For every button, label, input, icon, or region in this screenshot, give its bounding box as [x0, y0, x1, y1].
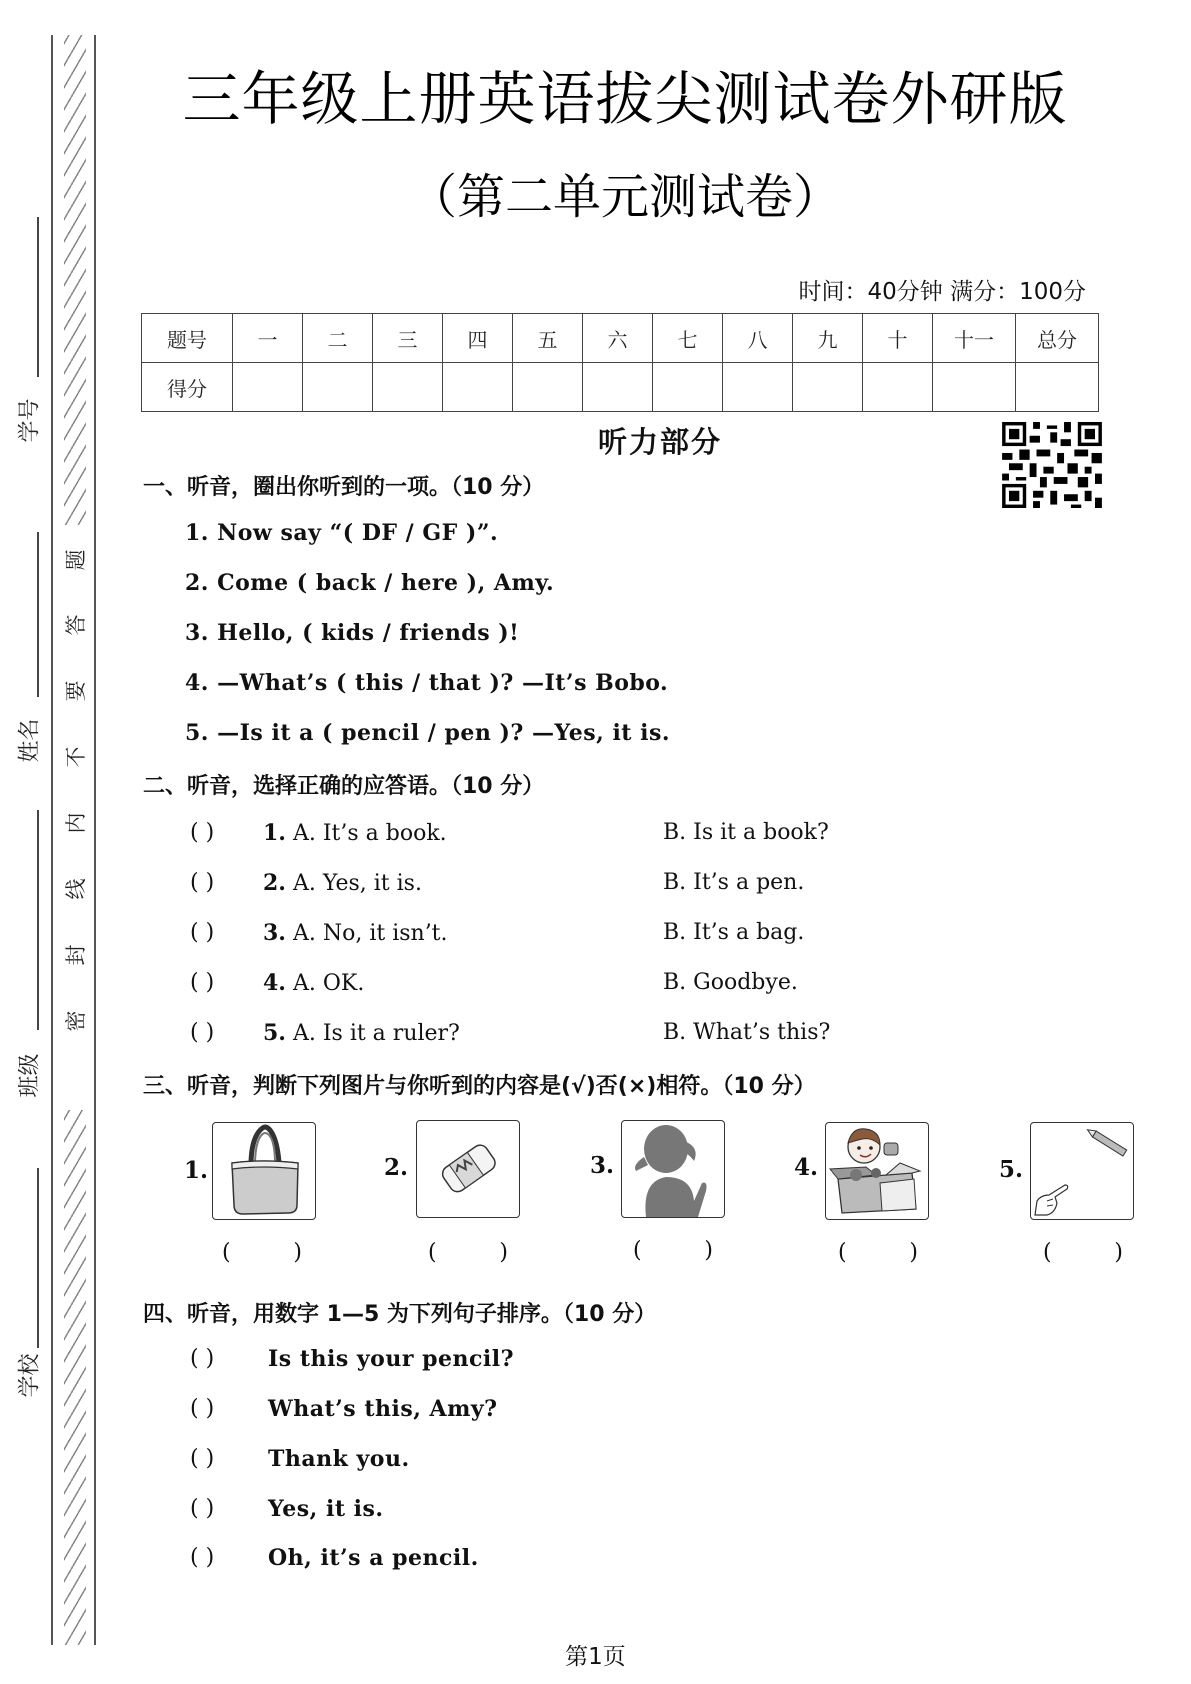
- qr-code-icon[interactable]: [1002, 422, 1102, 508]
- picture-number: 4.: [794, 1154, 819, 1181]
- option-a: A. Is it a ruler?: [292, 1021, 460, 1046]
- school-field[interactable]: [37, 1168, 39, 1348]
- row-header: 题号: [142, 314, 233, 363]
- score-cell[interactable]: [443, 363, 513, 412]
- score-cell[interactable]: [513, 363, 583, 412]
- picture-3: [621, 1120, 725, 1218]
- page-number: 第1页: [565, 1644, 626, 1670]
- answer-blank[interactable]: ( ): [838, 1240, 918, 1265]
- column-header: 十: [863, 314, 933, 363]
- seal-char: 线: [64, 878, 88, 900]
- option-b: B. What’s this?: [663, 1020, 831, 1045]
- answer-blank[interactable]: ( ): [190, 1346, 215, 1371]
- seal-char: 封: [64, 944, 88, 966]
- answer-blank[interactable]: ( ): [190, 1020, 215, 1045]
- answer-blank[interactable]: ( ): [633, 1238, 713, 1263]
- section-1-heading: 一、听音，圈出你听到的一项。（10 分）: [143, 475, 545, 500]
- column-header: 五: [513, 314, 583, 363]
- question-number: 3.: [263, 920, 286, 946]
- answer-blank[interactable]: ( ): [1043, 1240, 1123, 1265]
- seal-char: 内: [64, 812, 88, 834]
- picture-4: [825, 1122, 929, 1220]
- column-header: 四: [443, 314, 513, 363]
- option-b: B. It’s a bag.: [663, 920, 805, 945]
- sentence-text: Oh, it’s a pencil.: [268, 1545, 479, 1571]
- seal-char: 答: [64, 614, 88, 636]
- hatch-pattern-bottom: [64, 1110, 86, 1645]
- score-cell[interactable]: [233, 363, 303, 412]
- score-cell[interactable]: [933, 363, 1016, 412]
- column-header: 六: [583, 314, 653, 363]
- part-title: 听力部分: [597, 425, 722, 459]
- question-1-5: 5. —Is it a ( pencil / pen )? —Yes, it is.: [185, 720, 671, 746]
- question-1-3: 3. Hello, ( kids / friends )!: [185, 620, 520, 646]
- answer-blank[interactable]: ( ): [190, 920, 215, 945]
- section-2-heading: 二、听音，选择正确的应答语。（10 分）: [143, 774, 545, 799]
- option-a: A. OK.: [292, 971, 365, 996]
- column-header: 总分: [1016, 314, 1099, 363]
- margin-line-left: [51, 35, 53, 1645]
- score-cell[interactable]: [303, 363, 373, 412]
- answer-blank[interactable]: ( ): [222, 1240, 302, 1265]
- answer-blank[interactable]: ( ): [428, 1240, 508, 1265]
- seal-char: 题: [64, 549, 88, 571]
- sentence-text: What’s this, Amy?: [268, 1396, 498, 1422]
- picture-number: 5.: [999, 1156, 1024, 1183]
- question-1-2: 2. Come ( back / here ), Amy.: [185, 570, 555, 596]
- sentence-text: Is this your pencil?: [268, 1346, 514, 1372]
- score-cell[interactable]: [583, 363, 653, 412]
- column-header: 三: [373, 314, 443, 363]
- column-header: 十一: [933, 314, 1016, 363]
- answer-blank[interactable]: ( ): [190, 870, 215, 895]
- question-1-4: 4. —What’s ( this / that )? —It’s Bobo.: [185, 670, 669, 696]
- score-cell[interactable]: [1016, 363, 1099, 412]
- student-id-field[interactable]: [37, 217, 39, 377]
- answer-blank[interactable]: ( ): [190, 1446, 215, 1471]
- page-subtitle: （第二单元测试卷）: [408, 169, 841, 225]
- answer-blank[interactable]: ( ): [190, 1396, 215, 1421]
- sentence-text: Thank you.: [268, 1446, 410, 1472]
- binding-margin: [0, 0, 110, 1684]
- picture-2: [416, 1120, 520, 1218]
- question-number: 5.: [263, 1020, 286, 1046]
- option-b: B. Is it a book?: [663, 820, 829, 845]
- option-a: A. It’s a book.: [292, 821, 447, 846]
- student-id-label: 学号: [17, 398, 43, 443]
- answer-blank[interactable]: ( ): [190, 820, 215, 845]
- option-a: A. Yes, it is.: [292, 871, 422, 896]
- score-cell[interactable]: [723, 363, 793, 412]
- score-table-header-row: [142, 314, 1099, 363]
- answer-blank[interactable]: ( ): [190, 970, 215, 995]
- row-header: 得分: [142, 363, 233, 412]
- score-cell[interactable]: [793, 363, 863, 412]
- section-3-heading: 三、听音，判断下列图片与你听到的内容是(√)否(×)相符。（10 分）: [143, 1074, 816, 1099]
- column-header: 二: [303, 314, 373, 363]
- class-label: 班级: [17, 1053, 43, 1098]
- option-b: B. It’s a pen.: [663, 870, 805, 895]
- exam-meta: 时间：40分钟 满分：100分: [798, 279, 1086, 305]
- eraser-icon: [417, 1121, 519, 1217]
- name-field[interactable]: [37, 532, 39, 697]
- answer-blank[interactable]: ( ): [190, 1496, 215, 1521]
- margin-line-right: [94, 35, 96, 1645]
- score-cell[interactable]: [653, 363, 723, 412]
- picture-number: 2.: [384, 1154, 409, 1181]
- option-b: B. Goodbye.: [663, 970, 798, 995]
- seal-char: 要: [64, 680, 88, 702]
- question-number: 4.: [263, 970, 286, 996]
- column-header: 八: [723, 314, 793, 363]
- school-label: 学校: [17, 1353, 43, 1398]
- score-cell[interactable]: [373, 363, 443, 412]
- column-header: 九: [793, 314, 863, 363]
- seal-char: 不: [64, 746, 88, 768]
- column-header: 一: [233, 314, 303, 363]
- picture-1: [212, 1122, 316, 1220]
- score-table: [141, 313, 1099, 412]
- question-number: 1.: [263, 820, 286, 846]
- pencil-pointing-hand-icon: [1031, 1123, 1133, 1219]
- girl-silhouette-icon: [622, 1121, 724, 1217]
- bag-icon: [213, 1123, 315, 1219]
- picture-number: 3.: [590, 1152, 615, 1179]
- picture-5: [1030, 1122, 1134, 1220]
- seal-char: 密: [64, 1010, 88, 1032]
- boy-with-toy-box-icon: [826, 1123, 928, 1219]
- section-4-heading: 四、听音，用数字 1—5 为下列句子排序。（10 分）: [143, 1302, 657, 1327]
- page-title: 三年级上册英语拔尖测试卷外研版: [182, 65, 1068, 133]
- score-table-score-row: [142, 363, 1099, 412]
- picture-number: 1.: [184, 1157, 209, 1184]
- option-a: A. No, it isn’t.: [292, 921, 448, 946]
- column-header: 七: [653, 314, 723, 363]
- question-number: 2.: [263, 870, 286, 896]
- sentence-text: Yes, it is.: [268, 1496, 384, 1522]
- score-cell[interactable]: [863, 363, 933, 412]
- class-field[interactable]: [37, 810, 39, 1030]
- question-1-1: 1. Now say “( DF / GF )”.: [185, 520, 499, 546]
- answer-blank[interactable]: ( ): [190, 1545, 215, 1570]
- name-label: 姓名: [17, 718, 43, 763]
